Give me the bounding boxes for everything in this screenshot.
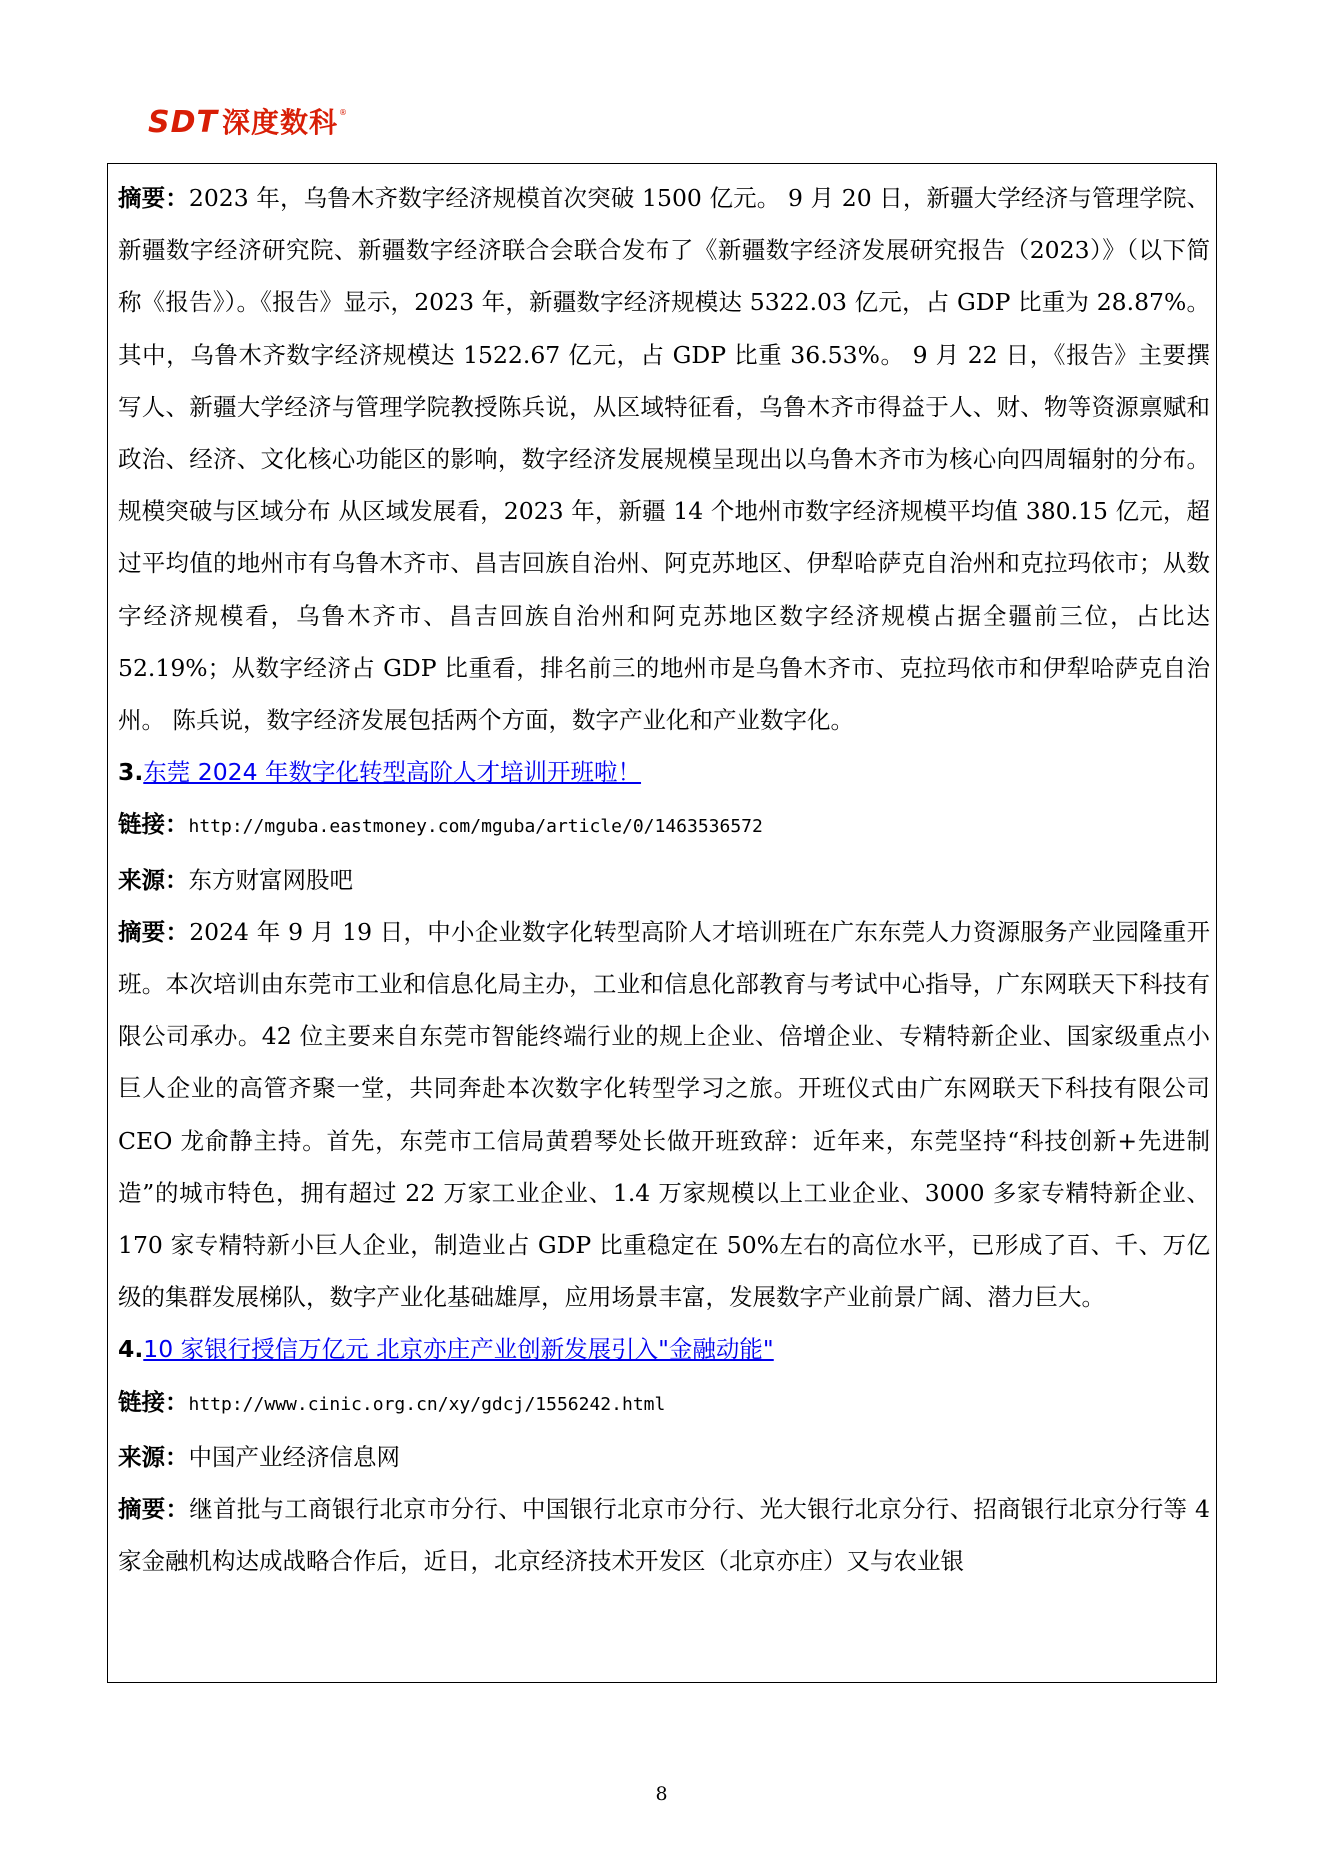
article4-title-link[interactable]: 10 家银行授信万亿元 北京亦庄产业创新发展引入"金融动能": [143, 1335, 774, 1364]
article4-url[interactable]: http://www.cinic.org.cn/xy/gdcj/1556242.html: [188, 1393, 666, 1415]
logo-text: 深度数科: [221, 106, 338, 139]
page-number: 8: [655, 1783, 668, 1805]
article3-title-link[interactable]: 东莞 2024 年数字化转型高阶人才培训开班啦！: [143, 758, 642, 787]
logo-trademark: ®: [339, 108, 347, 117]
article3-summary: [118, 906, 1210, 1324]
summary-text: 2024 年 9 月 19 日，中小企业数字化转型高阶人才培训班在广东东莞人力资源服务产业园隆重开班。本次培训由东莞市工业和信息化局主办，工业和信息化部教育与考试中心指导，广东网联天下科技有限公司承办。42 位主要来自东莞市智能终端行业的规上企业、倍增企业、专精特新企业、国家级重点小巨人企业的高管齐聚一堂，共同奔赴本次数字化转型学习之旅。开班仪式由广东网联天下科技有限公司 CEO 龙俞静主持。首先，东莞市工信局黄碧琴处长做开班致辞：近年来，东莞坚持“科技创新+先进制造”的城市特色，拥有超过 22 万家工业企业、1.4 万家规模以上工业企业、3000 多家专精特新企业、170 家专精特新小巨人企业，制造业占 GDP 比重稳定在 50%左右的高位水平，已形成了百、千、万亿级的集群发展梯队，数字产业化基础雄厚，应用场景丰富，发展数字产业前景广阔、潜力巨大。: [118, 917, 1210, 1312]
article4-link-row: [118, 1376, 1210, 1431]
link-label: 链接：: [118, 810, 189, 839]
article3-source: 东方财富网股吧: [188, 865, 353, 894]
article-number: 3.: [118, 758, 144, 787]
article-number: 4.: [118, 1335, 144, 1364]
content-area: [118, 172, 1210, 1587]
article4-source-row: [118, 1431, 1210, 1483]
article4-source: 中国产业经济信息网: [188, 1442, 400, 1471]
link-label: 链接：: [118, 1387, 189, 1416]
article3-source-row: [118, 854, 1210, 906]
source-label: 来源：: [118, 865, 189, 894]
summary-text: 2023 年，乌鲁木齐数字经济规模首次突破 1500 亿元。 9 月 20 日，新疆大学经济与管理学院、新疆数字经济研究院、新疆数字经济联合会联合发布了《新疆数字经济发展研究报告（2023）》（以下简称《报告》）。《报告》显示，2023 年，新疆数字经济规模达 5322.03 亿元，占 GDP 比重为 28.87%。其中，乌鲁木齐数字经济规模达 1522.67 亿元，占 GDP 比重 36.53%。 9 月 22 日，《报告》主要撰写人、新疆大学经济与管理学院教授陈兵说，从区域特征看，乌鲁木齐市得益于人、财、物等资源禀赋和政治、经济、文化核心功能区的影响，数字经济发展规模呈现出以乌鲁木齐市为核心向四周辐射的分布。 规模突破与区域分布 从区域发展看，2023 年，新疆 14 个地州市数字经济规模平均值 380.15 亿元，超过平均值的地州市有乌鲁木齐市、昌吉回族自治州、阿克苏地区、伊犁哈萨克自治州和克拉玛依市；从数字经济规模看，乌鲁木齐市、昌吉回族自治州和阿克苏地区数字经济规模占据全疆前三位，占比达 52.19%；从数字经济占 GDP 比重看，排名前三的地州市是乌鲁木齐市、克拉玛依市和伊犁哈萨克自治州。 陈兵说，数字经济发展包括两个方面，数字产业化和产业数字化。: [118, 184, 1210, 735]
article4-summary: [118, 1483, 1210, 1587]
source-label: 来源：: [118, 1442, 189, 1471]
article3-title: [118, 746, 1210, 798]
summary-label: 摘要：: [118, 917, 190, 946]
summary-label: 摘要：: [118, 184, 189, 212]
article3-link-row: [118, 798, 1210, 853]
article3-url[interactable]: http://mguba.eastmoney.com/mguba/article/0/1463536572: [188, 816, 763, 838]
sdt-logo: [148, 105, 347, 140]
article4-title: [118, 1323, 1210, 1375]
summary-text: 继首批与工商银行北京市分行、中国银行北京市分行、光大银行北京分行、招商银行北京分行等 4 家金融机构达成战略合作后，近日，北京经济技术开发区（北京亦庄）又与农业银: [118, 1495, 1211, 1576]
logo-mark: SDT: [148, 105, 218, 140]
article2-summary: [118, 172, 1210, 746]
summary-label: 摘要：: [118, 1495, 190, 1524]
